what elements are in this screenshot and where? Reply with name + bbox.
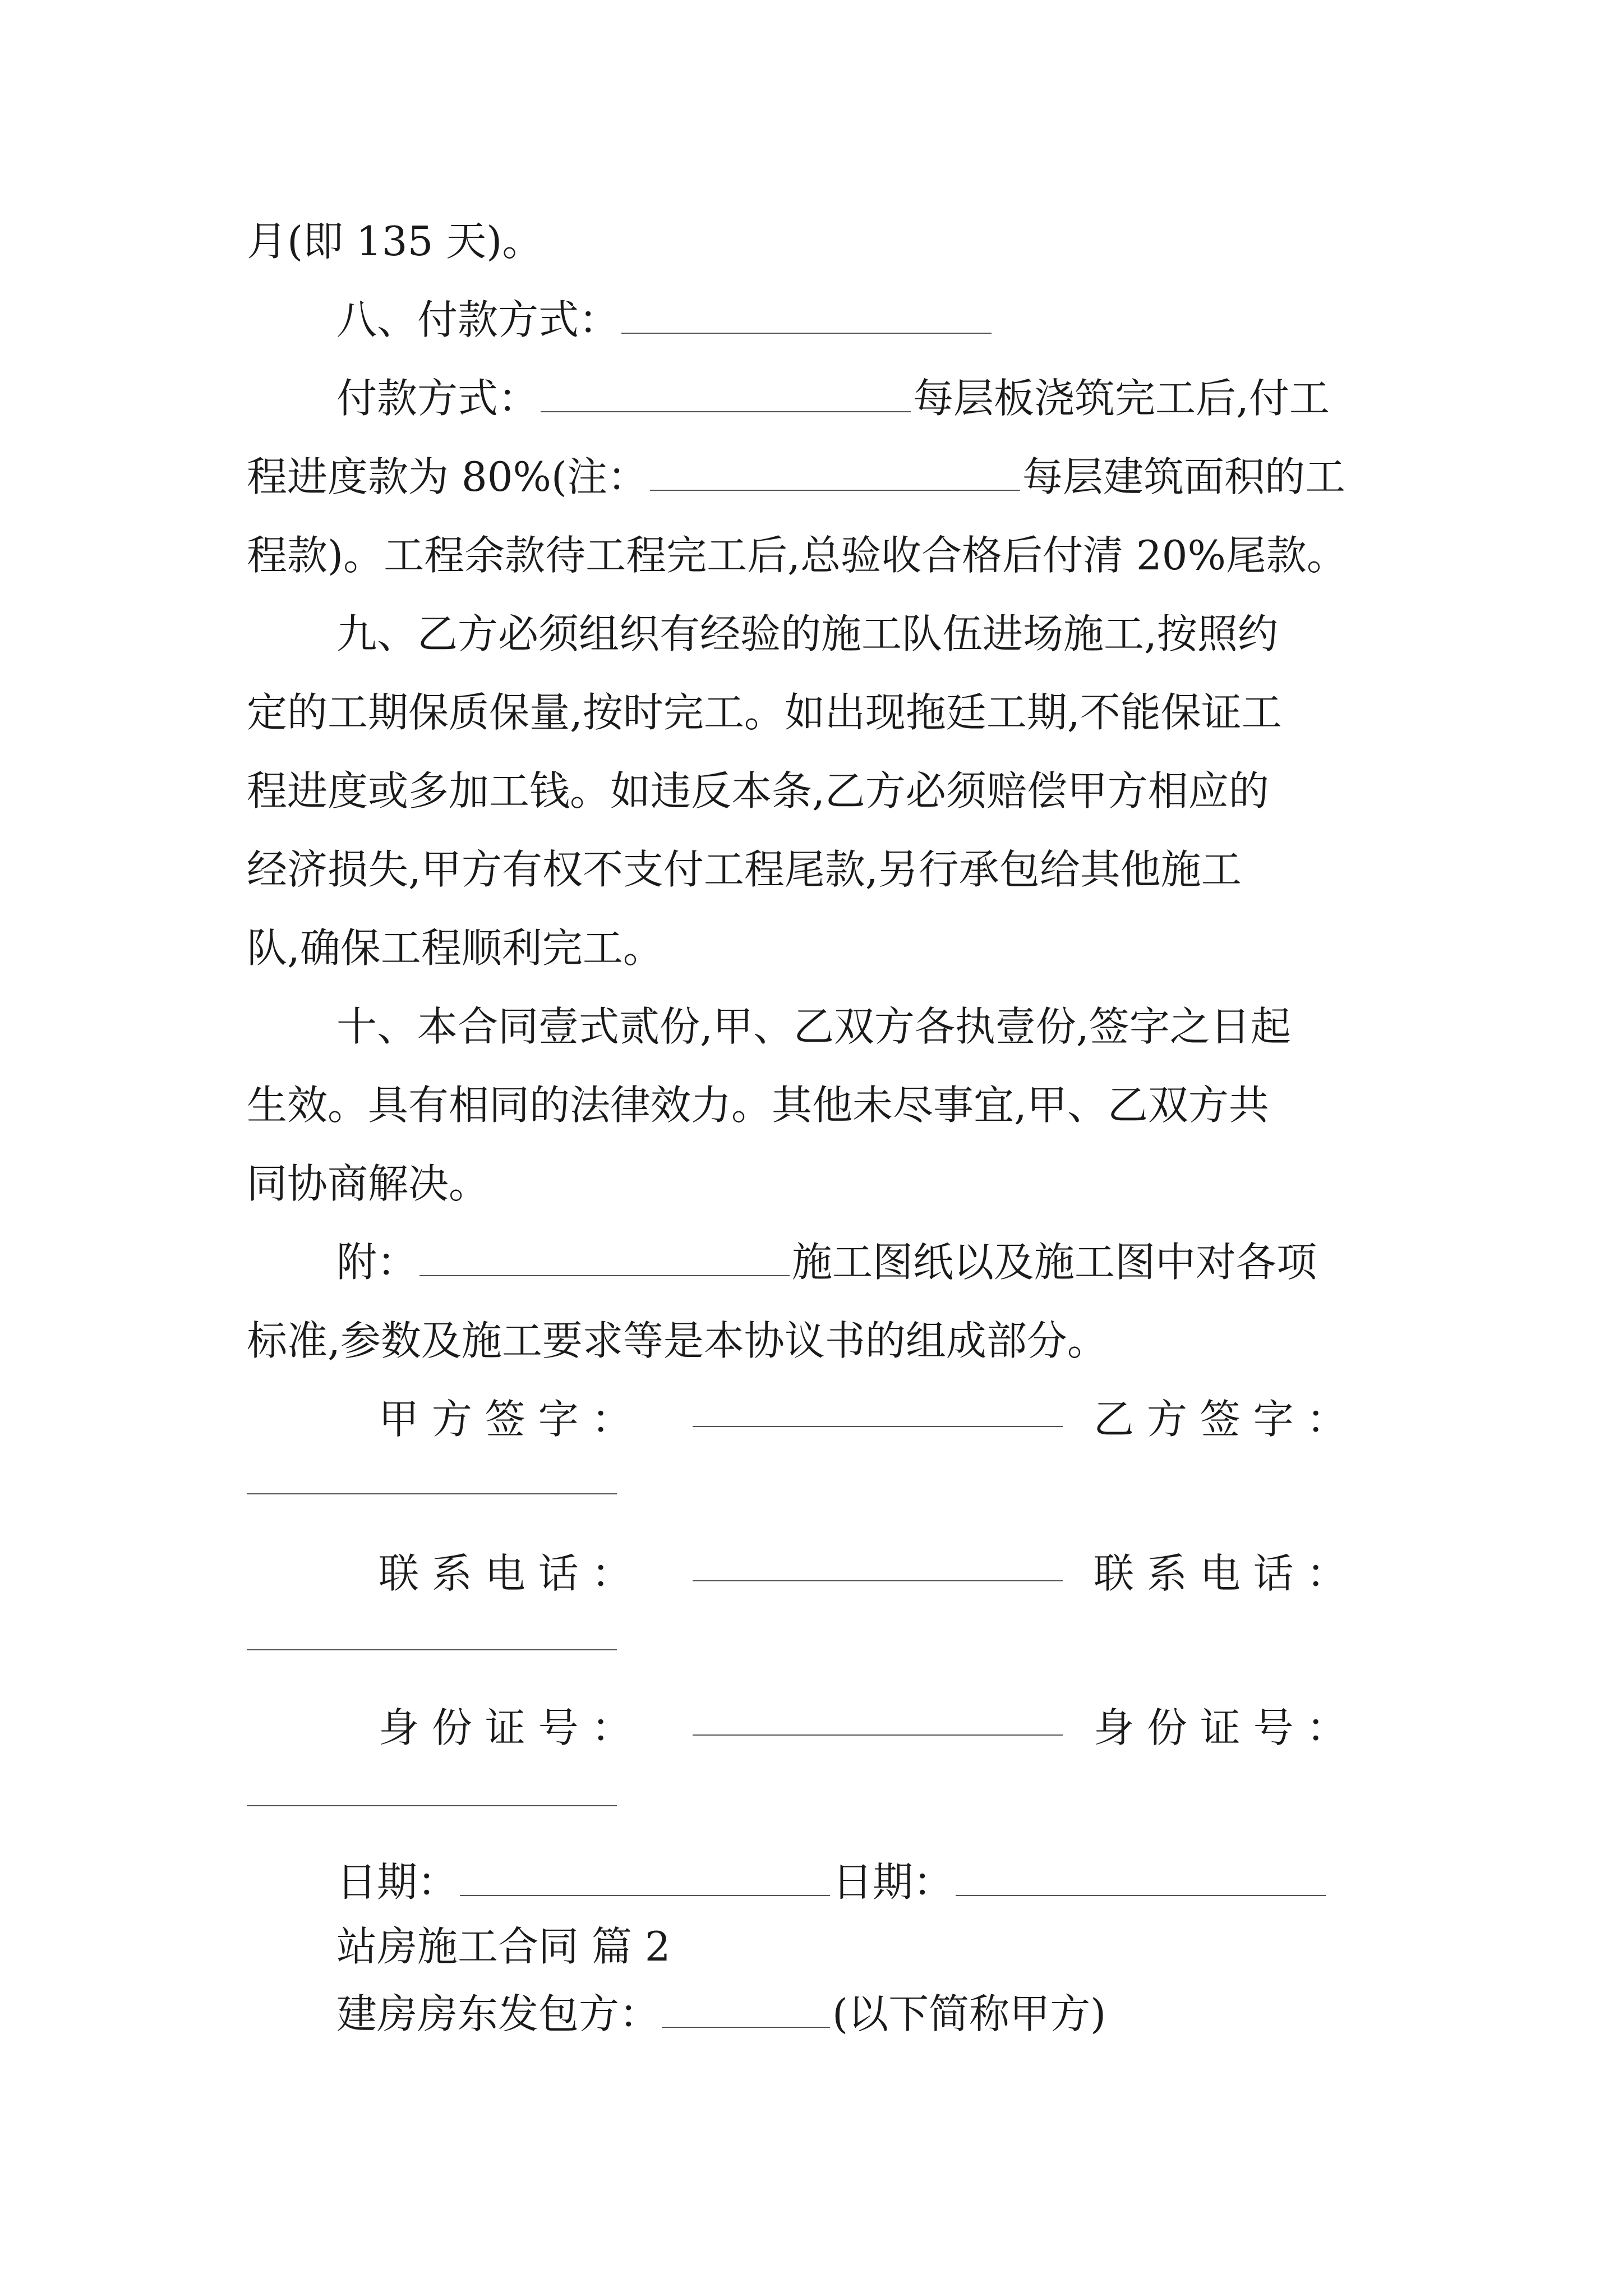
label-text: 乙 方 签 字 ： [1094, 1396, 1347, 1443]
text-line [247, 1077, 1269, 1133]
party-a-sign-blank[interactable] [693, 1426, 1063, 1427]
party-a-sign-label [379, 1391, 632, 1447]
line-text: 每层建筑面积的工 [1022, 453, 1346, 500]
line-text: 十、本合同壹式贰份,甲、乙双方各执壹份,签字之日起 [336, 1003, 1291, 1050]
fill-blank[interactable] [419, 1264, 790, 1276]
label-text: 身 份 证 号 ： [1094, 1704, 1347, 1751]
line-text: 程款)。工程余款待工程完工后,总验收合格后付清 20%尾款。 [247, 532, 1347, 579]
label-text: 身 份 证 号 ： [379, 1704, 632, 1751]
date-b-label: 日期： [832, 1858, 954, 1906]
label-text: 联 系 电 话 ： [379, 1550, 632, 1597]
line-text: 月(即 135 天)。 [247, 218, 543, 265]
fill-blank[interactable] [541, 400, 911, 412]
label-text: 甲 方 签 字 ： [379, 1396, 632, 1443]
employer-suffix: (以下简称甲方) [832, 1990, 1106, 2037]
text-line [247, 1313, 1108, 1369]
line-text: 经济损失,甲方有权不支付工程尾款,另行承包给其他施工 [247, 846, 1242, 893]
party-a-id-label [379, 1700, 632, 1756]
party-b-phone-blank[interactable] [247, 1649, 617, 1650]
line-text: 付款方式： [336, 375, 539, 422]
text-line [247, 213, 542, 269]
line-text: 标准,参数及施工要求等是本协议书的组成部分。 [247, 1317, 1108, 1364]
line-text: 队,确保工程顺利完工。 [247, 924, 663, 972]
line-text: 生效。具有相同的法律效力。其他未尽事宜,甲、乙双方共 [247, 1082, 1269, 1129]
text-line [247, 920, 663, 976]
line-text: 程进度或多加工钱。如违反本条,乙方必须赔偿甲方相应的 [247, 767, 1269, 815]
date-a-label: 日期： [336, 1858, 458, 1906]
label-text: 联 系 电 话 ： [1094, 1550, 1347, 1597]
text-line [247, 527, 1347, 583]
fill-blank[interactable] [650, 478, 1020, 491]
line-text: 程进度款为 80%(注： [247, 453, 648, 500]
appendix-line [336, 1234, 1317, 1290]
line-text: 施工图纸以及施工图中对各项 [792, 1239, 1317, 1286]
date-a-blank[interactable] [460, 1884, 830, 1896]
party-b-sign-label [1094, 1391, 1347, 1447]
text-line [247, 1156, 489, 1212]
clause-nine [336, 606, 1278, 662]
party-a-phone-label [379, 1545, 632, 1602]
text-line [247, 684, 1282, 740]
text-line [247, 841, 1242, 898]
line-text: 定的工期保质保量,按时完工。如出现拖廷工期,不能保证工 [247, 689, 1282, 736]
date-line [336, 1854, 1328, 1910]
clause-ten [336, 999, 1291, 1055]
date-b-blank[interactable] [956, 1884, 1326, 1896]
employer-blank[interactable] [662, 2016, 830, 2028]
party-b-id-blank[interactable] [247, 1805, 617, 1806]
line-text: 同协商解决。 [247, 1160, 490, 1207]
line-text: 附： [336, 1239, 418, 1286]
party-b-id-label [1094, 1700, 1347, 1756]
line-text: 每层板浇筑完工后,付工 [913, 375, 1330, 422]
line-text: 八、付款方式： [336, 296, 620, 343]
fill-blank[interactable] [621, 321, 992, 334]
party-b-phone-label [1094, 1545, 1347, 1602]
text-line [336, 370, 1330, 426]
party-a-phone-blank[interactable] [693, 1580, 1063, 1581]
party-a-id-blank[interactable] [693, 1734, 1063, 1736]
payment-heading [336, 292, 994, 348]
text-line [247, 449, 1345, 505]
line-text: 九、乙方必须组织有经验的施工队伍进场施工,按照约 [336, 610, 1278, 657]
party-b-sign-blank[interactable] [247, 1493, 617, 1494]
section-title [336, 1918, 671, 1975]
section-title-text: 站房施工合同 篇 2 [336, 1923, 671, 1970]
employer-line [336, 1986, 1106, 2042]
text-line [247, 763, 1269, 819]
employer-label: 建房房东发包方： [336, 1990, 660, 2037]
